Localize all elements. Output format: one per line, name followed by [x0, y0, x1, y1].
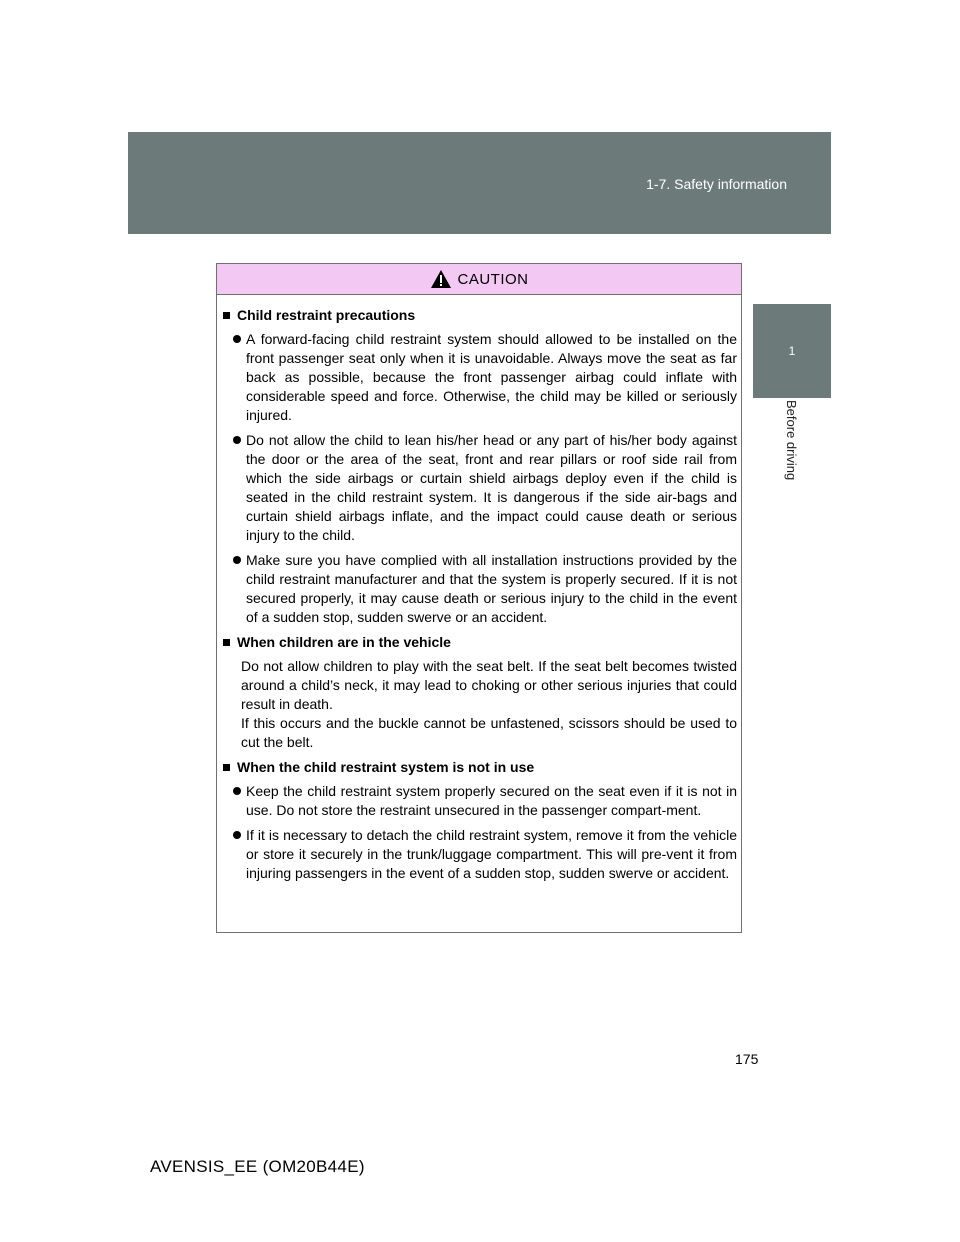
bullet-item [223, 431, 737, 545]
section-heading-text: Child restraint precautions [237, 307, 416, 323]
chapter-tab[interactable] [753, 304, 831, 398]
square-bullet-icon [223, 312, 230, 319]
bullet-text: Do not allow the child to lean his/her head or any part of his/her body against the door or the area of the seat, front and rear pillars or roof side rail from which the side airbags or curtain shield airbags deploy even if the child is seated in the child restraint system. It is dangerous if the side air-bags and curtain shield airbags inflate, and the impact could cause death or serious injury to the child. [246, 432, 737, 543]
section-heading [223, 306, 737, 325]
chapter-number: 1 [788, 344, 796, 358]
header-band [128, 132, 831, 234]
paragraph-text: Do not allow children to play with the seat belt. If the seat belt becomes twisted around a child’s neck, it may lead to choking or other serious injuries that could result in death. [241, 658, 737, 712]
paragraph-text: If this occurs and the buckle cannot be unfastened, scissors should be used to cut the belt. [241, 715, 737, 750]
bullet-item [223, 826, 737, 883]
square-bullet-icon [223, 639, 230, 646]
section-heading-text: When the child restraint system is not in use [237, 759, 535, 775]
footer-model-code: AVENSIS_EE (OM20B44E) [150, 1157, 365, 1176]
caution-body [217, 295, 741, 883]
caution-title: CAUTION [457, 270, 529, 288]
page-number: 175 [735, 1051, 759, 1067]
section-heading [223, 758, 737, 777]
warning-triangle-icon [430, 269, 452, 289]
bullet-text: Keep the child restraint system properly secured on the seat even if it is not in use. Do not store the restraint unsecured in the passenger compart-ment. [246, 783, 737, 818]
round-bullet-icon [233, 335, 241, 343]
bullet-item [223, 782, 737, 820]
chapter-label: Before driving [784, 400, 799, 481]
bullet-item [223, 330, 737, 425]
square-bullet-icon [223, 764, 230, 771]
section-heading-text: When children are in the vehicle [237, 634, 451, 650]
round-bullet-icon [233, 787, 241, 795]
bullet-item [223, 551, 737, 627]
section-heading [223, 633, 737, 652]
bullet-text: If it is necessary to detach the child restraint system, remove it from the vehicle or store it securely in the trunk/luggage compartment. This will pre-vent it from injuring passengers in the event of a sudden stop, sudden swerve or accident. [246, 827, 737, 881]
round-bullet-icon [233, 556, 241, 564]
bullet-text: Make sure you have complied with all installation instructions provided by the child restraint manufacturer and that the system is properly secured. If it is not secured properly, it may cause death or serious injury to the child in the event of a sudden stop, sudden swerve or an accident. [246, 552, 737, 625]
caution-header [217, 264, 741, 295]
section-title: 1-7. Safety information [646, 176, 787, 192]
round-bullet-icon [233, 436, 241, 444]
bullet-text: A forward-facing child restraint system should allowed to be installed on the front passenger seat only when it is unavoidable. Always move the seat as far back as possible, because the front passenger airbag could inflate with considerable speed and force. Otherwise, the child may be killed or seriously injured. [246, 331, 737, 423]
round-bullet-icon [233, 831, 241, 839]
caution-box [216, 263, 742, 933]
paragraph [241, 657, 737, 752]
